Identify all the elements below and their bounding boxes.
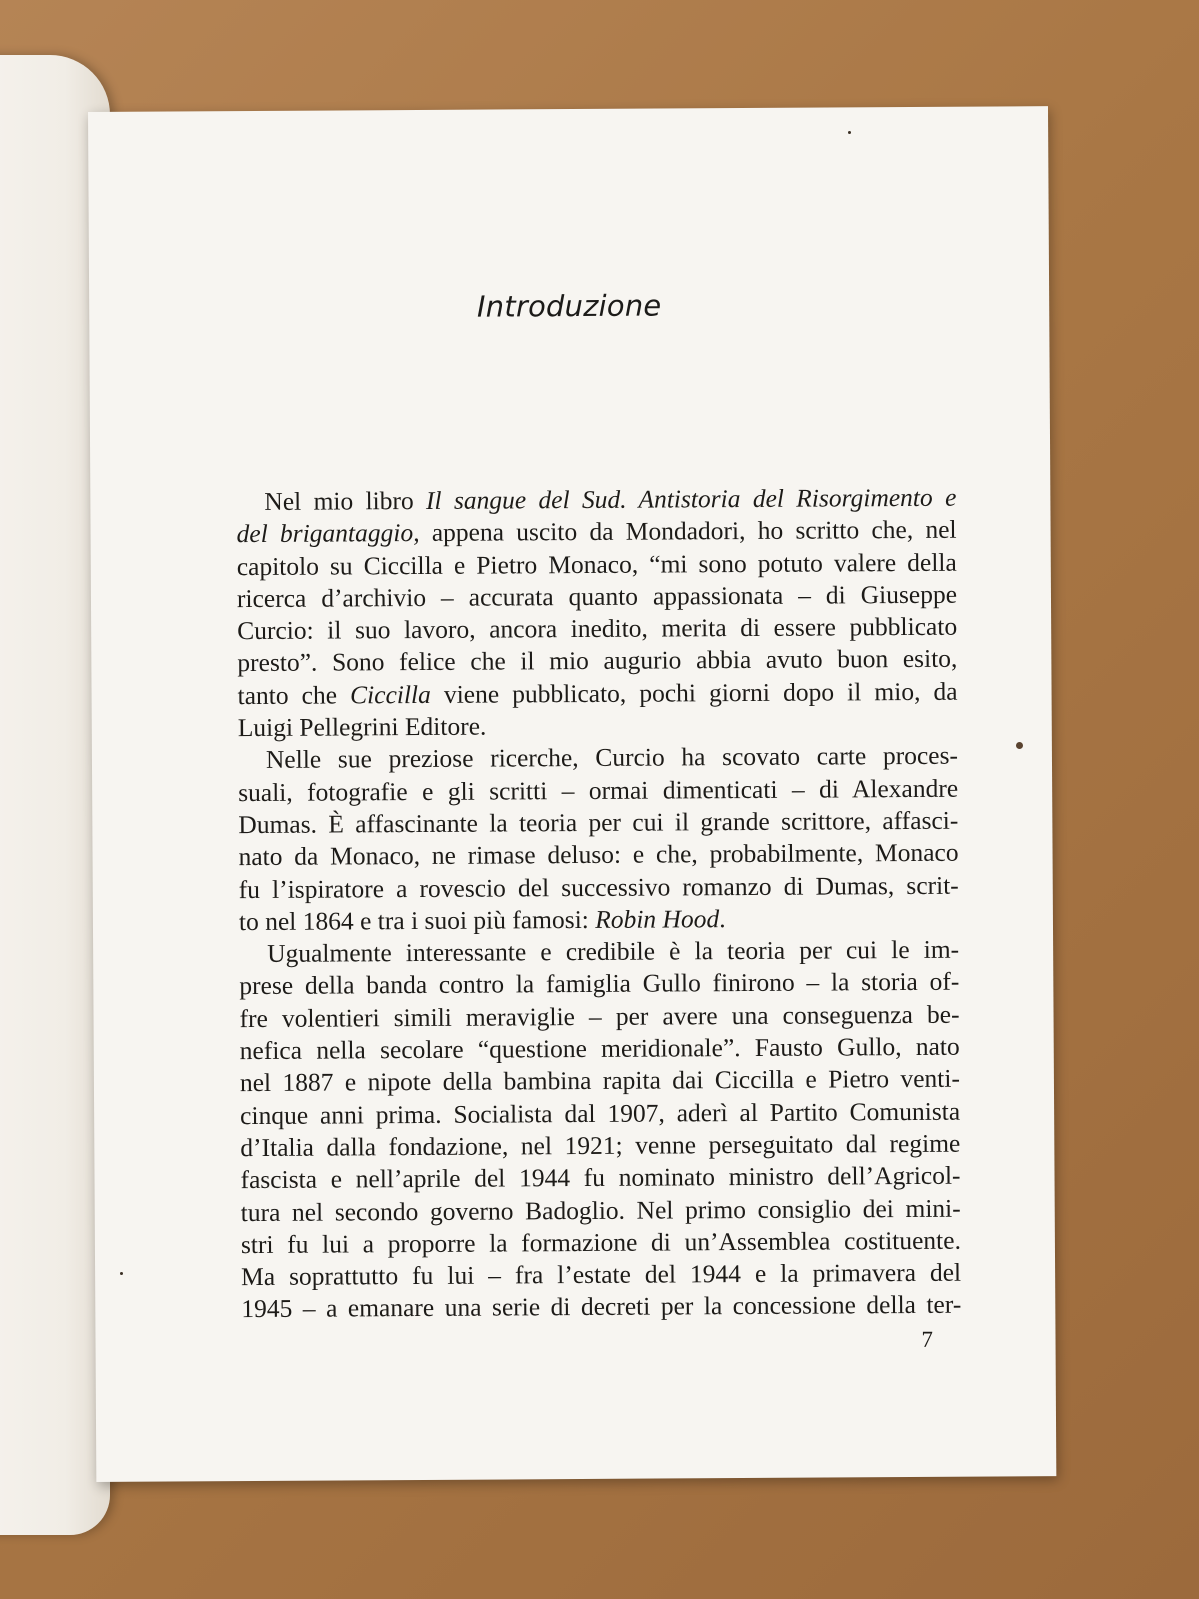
text-run: ricerca d’archivio – accurata quanto appassionata – di Giuseppe xyxy=(236,579,958,613)
text-line xyxy=(239,902,959,939)
text-run: tura nel secondo governo Badoglio. Nel primo consiglio dei mini- xyxy=(240,1193,961,1227)
text-line xyxy=(238,772,958,809)
text-run: to nel 1864 e tra i suoi più famosi: xyxy=(238,904,596,936)
text-line xyxy=(238,740,958,777)
text-run: stri fu lui a proporre la formazione di un’Assemblea costituente. xyxy=(240,1225,961,1259)
text-line xyxy=(240,1095,960,1132)
italic-text: Robin Hood xyxy=(595,904,720,934)
book-page xyxy=(88,106,1056,1482)
italic-text: Il sangue del Sud. Antistoria del Risorgimento e xyxy=(425,482,957,515)
text-line xyxy=(237,546,957,583)
text-line xyxy=(241,1289,961,1326)
text-run: Luigi Pellegrini Editore. xyxy=(237,711,487,743)
text-run: d’Italia dalla fondazione, nel 1921; venne perseguitato dal regime xyxy=(240,1128,961,1163)
text-line xyxy=(241,1192,961,1229)
text-line xyxy=(237,643,957,680)
paragraph xyxy=(239,934,961,1326)
text-run: capitolo su Ciccilla e Pietro Monaco, “mi sono potuto valere della xyxy=(236,547,957,581)
page-title: Introduzione xyxy=(476,288,662,324)
body-text xyxy=(236,482,961,1326)
text-run: suali, fotografie e gli scritti – ormai dimenticati – di Alexandre xyxy=(238,773,959,807)
text-line xyxy=(239,934,959,971)
text-run: presto”. Sono felice che il mio augurio abbia avuto buon esito, xyxy=(237,644,958,678)
paragraph xyxy=(238,740,959,938)
dust-speck xyxy=(848,131,851,134)
text-line xyxy=(238,805,958,842)
text-run: nato da Monaco, ne rimase deluso: e che, probabilmente, Monaco xyxy=(238,837,959,872)
text-line xyxy=(237,611,957,648)
text-line xyxy=(241,1225,961,1262)
text-run: nefica nella secolare “questione meridionale”. Fausto Gullo, nato xyxy=(239,1031,960,1066)
text-run: appena uscito da Mondadori, ho scritto che, nel xyxy=(419,514,957,548)
text-run: prese della banda contro la famiglia Gullo finirono – la storia of- xyxy=(239,967,960,1001)
text-line xyxy=(237,579,957,616)
text-run: Nel mio libro xyxy=(264,485,427,516)
italic-text: del brigantaggio, xyxy=(236,518,420,549)
text-line xyxy=(236,514,956,551)
italic-text: Ciccilla xyxy=(350,679,431,710)
text-run: 1945 – a emanare una serie di decreti per la concessione della ter- xyxy=(241,1290,962,1324)
show-through-text xyxy=(219,226,1029,263)
paragraph xyxy=(236,482,958,745)
text-line xyxy=(239,998,959,1035)
text-line xyxy=(238,708,958,745)
text-line xyxy=(240,1063,960,1100)
text-run: nel 1887 e nipote della bambina rapita dai Ciccilla e Pietro venti- xyxy=(239,1064,961,1098)
text-run: Dumas. È affascinante la teoria per cui il grande scrittore, affasci- xyxy=(238,805,959,840)
page-number: 7 xyxy=(921,1326,934,1352)
text-line xyxy=(240,1031,960,1068)
dust-speck xyxy=(120,1272,123,1275)
text-line xyxy=(236,482,956,519)
text-run: cinque anni prima. Socialista dal 1907, aderì al Partito Comunista xyxy=(240,1096,961,1130)
text-line xyxy=(240,1128,960,1165)
text-line xyxy=(241,1257,961,1294)
text-run: . xyxy=(719,903,726,934)
text-run: fascista e nell’aprile del 1944 fu nominato ministro dell’Agricol- xyxy=(240,1160,961,1195)
text-line xyxy=(238,837,958,874)
text-line xyxy=(239,966,959,1003)
text-run: Nelle sue preziose ricerche, Curcio ha scovato carte proces- xyxy=(265,741,959,775)
text-run: Ma soprattutto fu lui – fra l’estate del 1944 e la primavera del xyxy=(241,1257,962,1292)
wood-knot xyxy=(1016,742,1023,749)
text-run: fu l’ispiratore a rovescio del successivo romanzo di Dumas, scrit- xyxy=(238,870,959,904)
text-run: fre volentieri simili meraviglie – per avere una conseguenza be- xyxy=(239,999,960,1033)
text-line xyxy=(240,1160,960,1197)
text-run: tanto che xyxy=(237,680,351,710)
text-run: viene pubblicato, pochi giorni dopo il mio, da xyxy=(430,676,958,709)
text-line xyxy=(239,869,959,906)
text-run: Curcio: il suo lavoro, ancora inedito, merita di essere pubblicato xyxy=(237,611,958,646)
text-line xyxy=(237,675,957,712)
text-run: Ugualmente interessante e credibile è la teoria per cui le im- xyxy=(267,934,960,969)
